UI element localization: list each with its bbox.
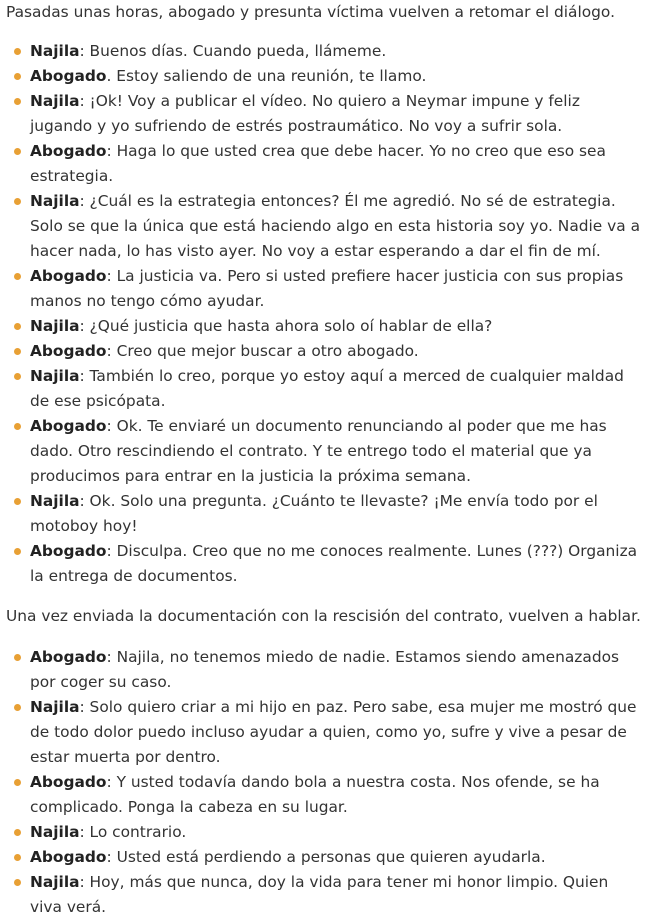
- speaker-name: Abogado: [30, 342, 107, 360]
- message-text: : Ok. Te enviaré un documento renunciando al poder que me has dado. Otro rescindiendo el contrato. Y te entrego todo el material que ya producimos para entrar en la justicia la próxima semana.: [30, 417, 607, 485]
- message-text: : ¡Ok! Voy a publicar el vídeo. No quiero a Neymar impune y feliz jugando y yo sufriendo de estrés postraumático. No voy a sufrir sola.: [30, 92, 580, 135]
- list-item: [0, 89, 650, 139]
- list-item: [0, 489, 650, 539]
- list-item: [0, 414, 650, 489]
- message-text: : Solo quiero criar a mi hijo en paz. Pero sabe, esa mujer me mostró que de todo dolor puedo incluso ayudar a quien, como yo, sufre y vive a pesar de estar muerta por dentro.: [30, 698, 637, 766]
- list-item: [0, 39, 650, 64]
- speaker-name: Abogado: [30, 417, 107, 435]
- speaker-name: Abogado: [30, 267, 107, 285]
- list-item: [0, 139, 650, 189]
- message-text: : ¿Cuál es la estrategia entonces? Él me agredió. No sé de estrategia. Solo se que la única que está haciendo algo en esta historia soy yo. Nadie va a hacer nada, lo has visto ayer. No voy a estar esperando a dar el fin de mí.: [30, 192, 641, 260]
- list-item: [0, 695, 650, 770]
- speaker-name: Najila: [30, 192, 80, 210]
- speaker-name: Abogado: [30, 773, 107, 791]
- list-item: [0, 364, 650, 414]
- list-item: [0, 339, 650, 364]
- speaker-name: Najila: [30, 873, 80, 891]
- dialogue-list-1: [0, 39, 650, 589]
- list-item: [0, 64, 650, 89]
- speaker-name: Abogado: [30, 142, 107, 160]
- speaker-name: Najila: [30, 367, 80, 385]
- intro-paragraph: Una vez enviada la documentación con la rescisión del contrato, vuelven a hablar.: [6, 607, 641, 625]
- speaker-name: Abogado: [30, 848, 107, 866]
- message-text: : Usted está perdiendo a personas que quieren ayudarla.: [106, 848, 546, 866]
- speaker-name: Najila: [30, 42, 80, 60]
- message-text: : Najila, no tenemos miedo de nadie. Estamos siendo amenazados por coger su caso.: [30, 648, 620, 691]
- speaker-name: Abogado: [30, 67, 107, 85]
- list-item: [0, 264, 650, 314]
- message-text: : También lo creo, porque yo estoy aquí a merced de cualquier maldad de ese psicópata.: [30, 367, 624, 410]
- intro-paragraph: Pasadas unas horas, abogado y presunta víctima vuelven a retomar el diálogo.: [6, 3, 615, 21]
- message-text: : Ok. Solo una pregunta. ¿Cuánto te llevaste? ¡Me envía todo por el motoboy hoy!: [30, 492, 598, 535]
- message-text: : Disculpa. Creo que no me conoces realmente. Lunes (???) Organiza la entrega de documentos.: [30, 542, 638, 585]
- speaker-name: Najila: [30, 698, 80, 716]
- message-text: : Lo contrario.: [79, 823, 187, 841]
- dialogue-list-2: [0, 645, 650, 920]
- list-item: [0, 870, 650, 920]
- list-item: [0, 539, 650, 589]
- message-text: : Creo que mejor buscar a otro abogado.: [106, 342, 419, 360]
- speaker-name: Abogado: [30, 542, 107, 560]
- list-item: [0, 314, 650, 339]
- speaker-name: Najila: [30, 317, 80, 335]
- message-text: : La justicia va. Pero si usted prefiere hacer justicia con sus propias manos no tengo cómo ayudar.: [30, 267, 624, 310]
- message-text: : Haga lo que usted crea que debe hacer. Yo no creo que eso sea estrategia.: [30, 142, 606, 185]
- speaker-name: Abogado: [30, 648, 107, 666]
- message-text: : Hoy, más que nunca, doy la vida para tener mi honor limpio. Quien viva verá.: [30, 873, 609, 916]
- message-text: : Buenos días. Cuando pueda, llámeme.: [79, 42, 387, 60]
- speaker-name: Najila: [30, 92, 80, 110]
- list-item: [0, 820, 650, 845]
- list-item: [0, 770, 650, 820]
- list-item: [0, 645, 650, 695]
- speaker-name: Najila: [30, 823, 80, 841]
- list-item: [0, 189, 650, 264]
- message-text: . Estoy saliendo de una reunión, te llamo.: [106, 67, 427, 85]
- message-text: : Y usted todavía dando bola a nuestra costa. Nos ofende, se ha complicado. Ponga la cabeza en su lugar.: [30, 773, 600, 816]
- speaker-name: Najila: [30, 492, 80, 510]
- list-item: [0, 845, 650, 870]
- message-text: : ¿Qué justicia que hasta ahora solo oí hablar de ella?: [79, 317, 493, 335]
